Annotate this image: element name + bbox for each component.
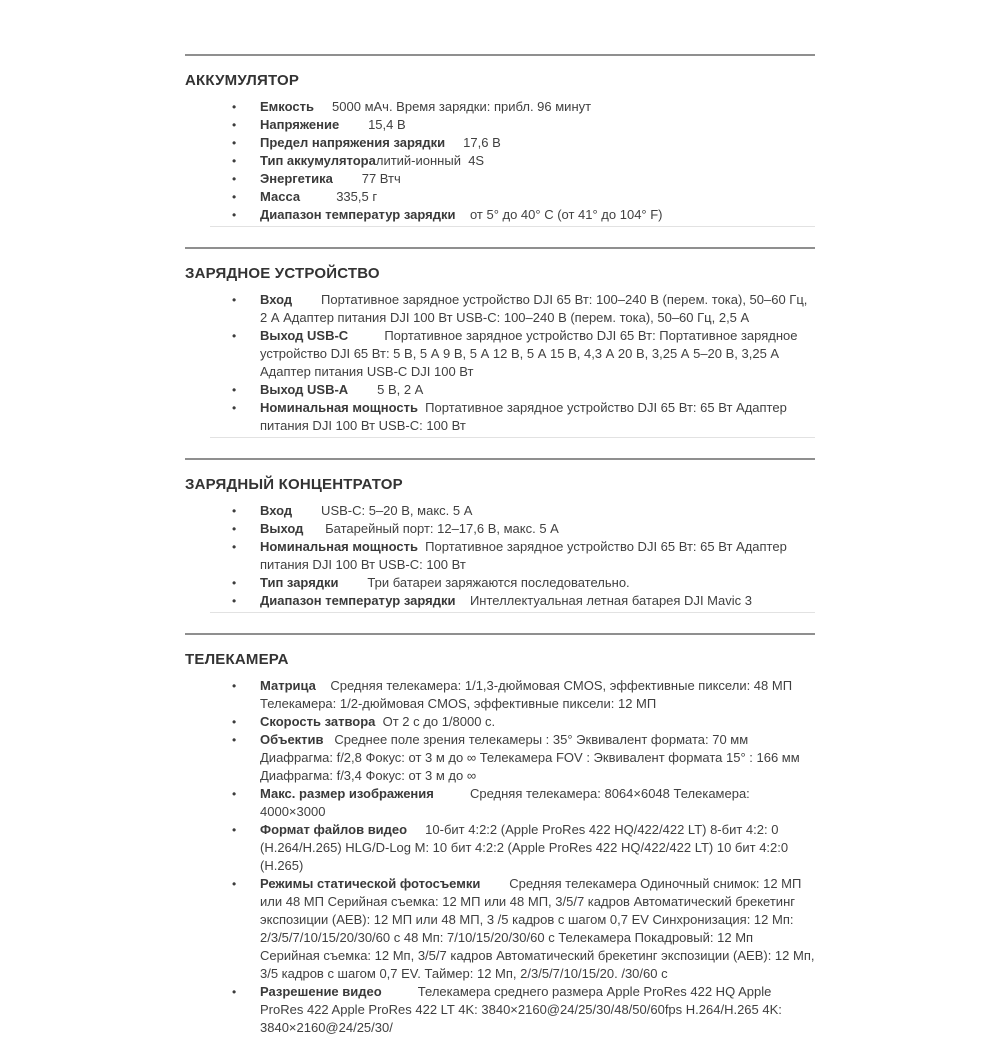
- spec-value: Портативное зарядное устройство DJI 65 Вт: 100–240 В (перем. тока), 50–60 Гц, 2 А Адаптер питания DJI 100 Вт USB-C: 100–240 В (перем. тока), 50–60 Гц, 2,5 А: [260, 292, 812, 325]
- spec-value: Среднее поле зрения телекамеры : 35° Эквивалент формата: 70 мм Диафрагма: f/2,8 Фокус: от 3 м до ∞ Телекамера FOV : Эквивалент формата 15° : 166 мм Диафрагма: f/3,4 Фокус: от 3 м до ∞: [260, 732, 804, 783]
- spec-label: Энергетика: [260, 171, 333, 186]
- spec-rows: [185, 98, 815, 224]
- section-divider-rule: [185, 458, 815, 460]
- spec-row: [185, 291, 815, 327]
- bullet-icon: •: [232, 136, 237, 150]
- spec-rows: [185, 291, 815, 435]
- spec-value: 5000 мАч. Время зарядки: прибл. 96 минут: [313, 99, 592, 114]
- bullet-icon: •: [232, 985, 237, 999]
- section-title: ЗАРЯДНЫЙ КОНЦЕНТРАТОР: [185, 476, 403, 493]
- spec-row-text: [260, 134, 815, 152]
- spec-value: 335,5 г: [300, 189, 378, 204]
- spec-value: 17,6 В: [445, 135, 501, 150]
- spec-label: Разрешение видео: [260, 984, 382, 999]
- spec-row: [185, 206, 815, 224]
- spec-label: Диапазон температур зарядки: [260, 593, 456, 608]
- bullet-icon: •: [232, 540, 237, 554]
- spec-row: [185, 98, 815, 116]
- spec-rows: [185, 677, 819, 1037]
- spec-row-text: [260, 98, 815, 116]
- spec-value: Средняя телекамера: 1/1,3-дюймовая CMOS, эффективные пиксели: 48 МП Телекамера: 1/2-дюймовая CMOS, эффективные пиксели: 12 МП: [260, 678, 796, 711]
- spec-row-text: [260, 875, 819, 983]
- section-gap: [185, 227, 815, 247]
- spec-section: [185, 72, 815, 247]
- spec-value: Портативное зарядное устройство DJI 65 Вт: 65 Вт Адаптер питания DJI 100 Вт USB-C: 100 Вт: [260, 400, 791, 433]
- spec-row-text: [260, 983, 815, 1037]
- bullet-icon: •: [232, 100, 237, 114]
- section-gap: [185, 613, 815, 633]
- bullet-icon: •: [232, 877, 237, 891]
- spec-section: [185, 476, 815, 633]
- spec-row-text: [260, 538, 815, 574]
- bullet-icon: •: [232, 329, 237, 343]
- spec-value: Средняя телекамера: 8064×6048 Телекамера: 4000×3000: [260, 786, 754, 819]
- spec-row: [185, 538, 815, 574]
- spec-row-text: [260, 520, 815, 538]
- bullet-icon: •: [232, 787, 237, 801]
- bullet-icon: •: [232, 733, 237, 747]
- spec-section: [185, 265, 815, 458]
- spec-value: 15,4 В: [339, 117, 406, 132]
- spec-label: Номинальная мощность: [260, 400, 418, 415]
- bullet-icon: •: [232, 823, 237, 837]
- spec-row-text: [260, 592, 815, 610]
- bullet-icon: •: [232, 208, 237, 222]
- spec-label: Вход: [260, 503, 293, 518]
- spec-row: [185, 983, 815, 1037]
- spec-label: Номинальная мощность: [260, 539, 418, 554]
- spec-row: [185, 592, 815, 610]
- bullet-icon: •: [232, 383, 237, 397]
- spec-row: [185, 713, 815, 731]
- spec-row-text: [260, 731, 815, 785]
- spec-label: Формат файлов видео: [260, 822, 408, 837]
- spec-label: Скорость затвора: [260, 714, 376, 729]
- spec-value: литий-ионный 4S: [375, 153, 485, 168]
- spec-row: [185, 188, 815, 206]
- spec-row-text: [260, 327, 815, 381]
- spec-rows: [185, 502, 815, 610]
- spec-label: Выход: [260, 521, 304, 536]
- spec-label: Масса: [260, 189, 301, 204]
- section-gap: [185, 438, 815, 458]
- spec-row-text: [260, 116, 815, 134]
- spec-row-text: [260, 677, 815, 713]
- spec-value: От 2 с до 1/8000 с.: [375, 714, 496, 729]
- spec-label: Матрица: [260, 678, 316, 693]
- spec-row-text: [260, 399, 815, 435]
- spec-label: Напряжение: [260, 117, 340, 132]
- section-divider-rule: [185, 247, 815, 249]
- bullet-icon: •: [232, 118, 237, 132]
- spec-row: [185, 327, 815, 381]
- section-title: АККУМУЛЯТОР: [185, 72, 300, 89]
- spec-row: [185, 134, 815, 152]
- spec-value: 5 В, 2 А: [348, 382, 424, 397]
- bullet-icon: •: [232, 172, 237, 186]
- spec-value: USB-C: 5–20 В, макс. 5 А: [292, 503, 473, 518]
- spec-row-text: [260, 291, 815, 327]
- spec-label: Диапазон температур зарядки: [260, 207, 456, 222]
- spec-row-text: [260, 152, 815, 170]
- spec-label: Режимы статической фотосъемки: [260, 876, 481, 891]
- spec-value: Телекамера среднего размера Apple ProRes 422 HQ Apple ProRes 422 Apple ProRes 422 LT 4K: 3840×2160@24/25/30/48/50/60fps H.264/H.265 4K: 3840×2160@24/25/30/: [260, 984, 786, 1035]
- spec-value: от 5° до 40° C (от 41° до 104° F): [455, 207, 663, 222]
- section-gap: [185, 1037, 815, 1057]
- spec-row-text: [260, 170, 815, 188]
- spec-row: [185, 502, 815, 520]
- spec-value: 77 Втч: [332, 171, 401, 186]
- spec-row: [185, 170, 815, 188]
- bullet-icon: •: [232, 154, 237, 168]
- spec-value: Портативное зарядное устройство DJI 65 Вт: 65 Вт Адаптер питания DJI 100 Вт USB-C: 100 Вт: [260, 539, 791, 572]
- spec-value: Портативное зарядное устройство DJI 65 Вт: Портативное зарядное устройство DJI 65 Вт: 5 В, 5 А 9 В, 5 А 12 В, 5 А 15 В, 4,3 А 20 В, 3,25 А 5–20 В, 3,25 А Адаптер питания USB-C DJI 100 Вт: [260, 328, 802, 379]
- spec-row: [185, 520, 815, 538]
- spec-document: [185, 54, 819, 1057]
- spec-row-text: [260, 785, 815, 821]
- spec-row: [185, 381, 815, 399]
- bullet-icon: •: [232, 293, 237, 307]
- spec-section: [185, 651, 819, 1057]
- spec-label: Макс. размер изображения: [260, 786, 434, 801]
- spec-row: [185, 875, 819, 983]
- spec-row-text: [260, 381, 815, 399]
- spec-label: Предел напряжения зарядки: [260, 135, 446, 150]
- spec-label: Тип аккумулятора: [260, 153, 376, 168]
- bullet-icon: •: [232, 715, 237, 729]
- spec-row-text: [260, 502, 815, 520]
- spec-row-text: [260, 188, 815, 206]
- spec-row: [185, 731, 815, 785]
- spec-label: Тип зарядки: [260, 575, 339, 590]
- bullet-icon: •: [232, 504, 237, 518]
- spec-label: Выход USB-A: [260, 382, 349, 397]
- spec-label: Объектив: [260, 732, 324, 747]
- spec-value: Средняя телекамера Одиночный снимок: 12 МП или 48 МП Серийная съемка: 12 МП или 48 МП, 3/5/7 кадров Автоматический брекетинг экспозиции (AEB): 12 МП или 48 МП, 3 /5 кадров с шагом 0,7 EV Синхронизация: 12 Мп: 2/3/5/7/10/15/20/30/60 с 48 Мп: 7/10/15/20/30/60 с Телекамера Покадровый: 12 Мп Серийная съемка: 12 Мп, 3/5/7 кадров Автоматический брекетинг экспозиции (AEB): 12 Мп, 3/5 кадров с шагом 0,7 EV. Таймер: 12 Мп, 2/3/5/7/10/15/20. /30/60 с: [260, 876, 819, 981]
- spec-row-text: [260, 713, 815, 731]
- bullet-icon: •: [232, 679, 237, 693]
- bullet-icon: •: [232, 190, 237, 204]
- spec-row-text: [260, 574, 815, 592]
- spec-value: Три батареи заряжаются последовательно.: [338, 575, 630, 590]
- spec-value: 10-бит 4:2:2 (Apple ProRes 422 HQ/422/422 LT) 8-бит 4:2: 0 (H.264/H.265) HLG/D-Log M: 10 бит 4:2:2 (Apple ProRes 422 HQ/422/422 LT) 10 бит 4:2:0 (H.265): [260, 822, 792, 873]
- spec-row: [185, 116, 815, 134]
- spec-value: Батарейный порт: 12–17,6 В, макс. 5 А: [303, 521, 559, 536]
- spec-row: [185, 821, 815, 875]
- spec-row: [185, 152, 815, 170]
- spec-row: [185, 677, 815, 713]
- bullet-icon: •: [232, 576, 237, 590]
- spec-label: Вход: [260, 292, 293, 307]
- section-title: ЗАРЯДНОЕ УСТРОЙСТВО: [185, 265, 380, 282]
- spec-row: [185, 574, 815, 592]
- section-divider-rule: [185, 633, 815, 635]
- spec-label: Выход USB-C: [260, 328, 349, 343]
- spec-row-text: [260, 821, 815, 875]
- spec-label: Емкость: [260, 99, 314, 114]
- spec-value: Интеллектуальная летная батарея DJI Mavic 3: [455, 593, 752, 608]
- spec-row-text: [260, 206, 815, 224]
- spec-row: [185, 785, 815, 821]
- bullet-icon: •: [232, 594, 237, 608]
- section-title: ТЕЛЕКАМЕРА: [185, 651, 289, 668]
- section-divider-rule: [185, 54, 815, 56]
- bullet-icon: •: [232, 522, 237, 536]
- spec-row: [185, 399, 815, 435]
- bullet-icon: •: [232, 401, 237, 415]
